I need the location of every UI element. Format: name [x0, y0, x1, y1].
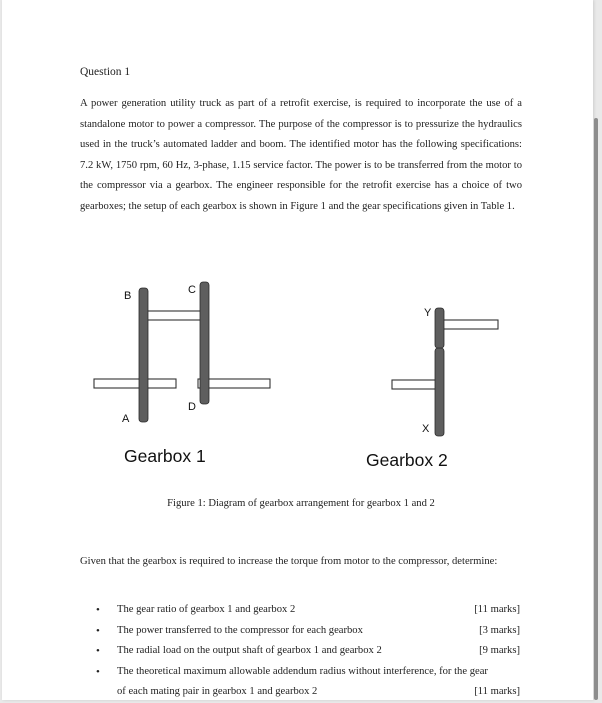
task-marks: [11 marks] [474, 686, 520, 697]
gear-a-b [139, 288, 148, 422]
list-item [96, 600, 520, 621]
gearbox-1-title: Gearbox 1 [124, 446, 206, 466]
gear-y [435, 308, 444, 348]
question-title: Question 1 [80, 66, 131, 78]
list-item [96, 662, 520, 703]
label-b: B [124, 290, 132, 302]
shaft-b-c [144, 311, 202, 320]
task-text: The radial load on the output shaft of gearbox 1 and gearbox 2 [117, 645, 382, 656]
bullet: • [96, 665, 100, 678]
bullet: • [96, 645, 100, 657]
list-item [96, 621, 520, 642]
task-text: The power transferred to the compressor for each gearbox [117, 624, 363, 636]
task-text: The gear ratio of gearbox 1 and gearbox 2 [117, 604, 296, 615]
task-marks: [9 marks] [479, 645, 520, 656]
gearbox-2-diagram [366, 307, 498, 470]
task-list [96, 600, 520, 703]
label-a: A [122, 413, 130, 425]
shaft-x [392, 380, 440, 389]
gearbox-1-diagram [94, 282, 270, 466]
task-marks: [3 marks] [479, 624, 520, 636]
task-marks: [11 marks] [474, 604, 520, 615]
scrollbar[interactable] [594, 118, 598, 700]
problem-paragraph: A power generation utility truck as part of a retrofit exercise, is required to incorporate the use of a standalone motor to power a compressor. The purpose of the compressor is to pressurize the hydraulics used in the truck’s automated ladder and boom. The identified motor has the following specifications: 7.2 kW, 1750 rpm, 60 Hz, 3-phase, 1.15 service factor. The power is to be transferred from the motor to the compressor via a gearbox. The engineer responsible for the retrofit exercise has a choice of two gearboxes; the setup of each gearbox is shown in Figure 1 and the gear specifications given in Table 1. [80, 98, 522, 212]
list-item [96, 641, 520, 662]
label-x: X [422, 423, 430, 435]
label-c: C [188, 284, 196, 296]
task-text-line-2: of each mating pair in gearbox 1 and gearbox 2 [117, 686, 318, 697]
task-text-line-1: The theoretical maximum allowable addendum radius without interference, for the gear [117, 665, 488, 677]
figure-caption: Figure 1: Diagram of gearbox arrangement for gearbox 1 and 2 [167, 498, 435, 509]
shaft-y [440, 320, 498, 329]
bullet: • [96, 604, 100, 616]
gear-x [435, 348, 444, 436]
gear-c-d [200, 282, 209, 404]
label-d: D [188, 401, 196, 413]
gearbox-diagram [86, 276, 506, 476]
task-intro: Given that the gearbox is required to increase the torque from motor to the compressor, determine: [80, 556, 498, 567]
label-y: Y [424, 307, 432, 319]
bullet: • [96, 624, 100, 637]
gearbox-2-title: Gearbox 2 [366, 450, 448, 470]
shaft-a [94, 379, 176, 388]
